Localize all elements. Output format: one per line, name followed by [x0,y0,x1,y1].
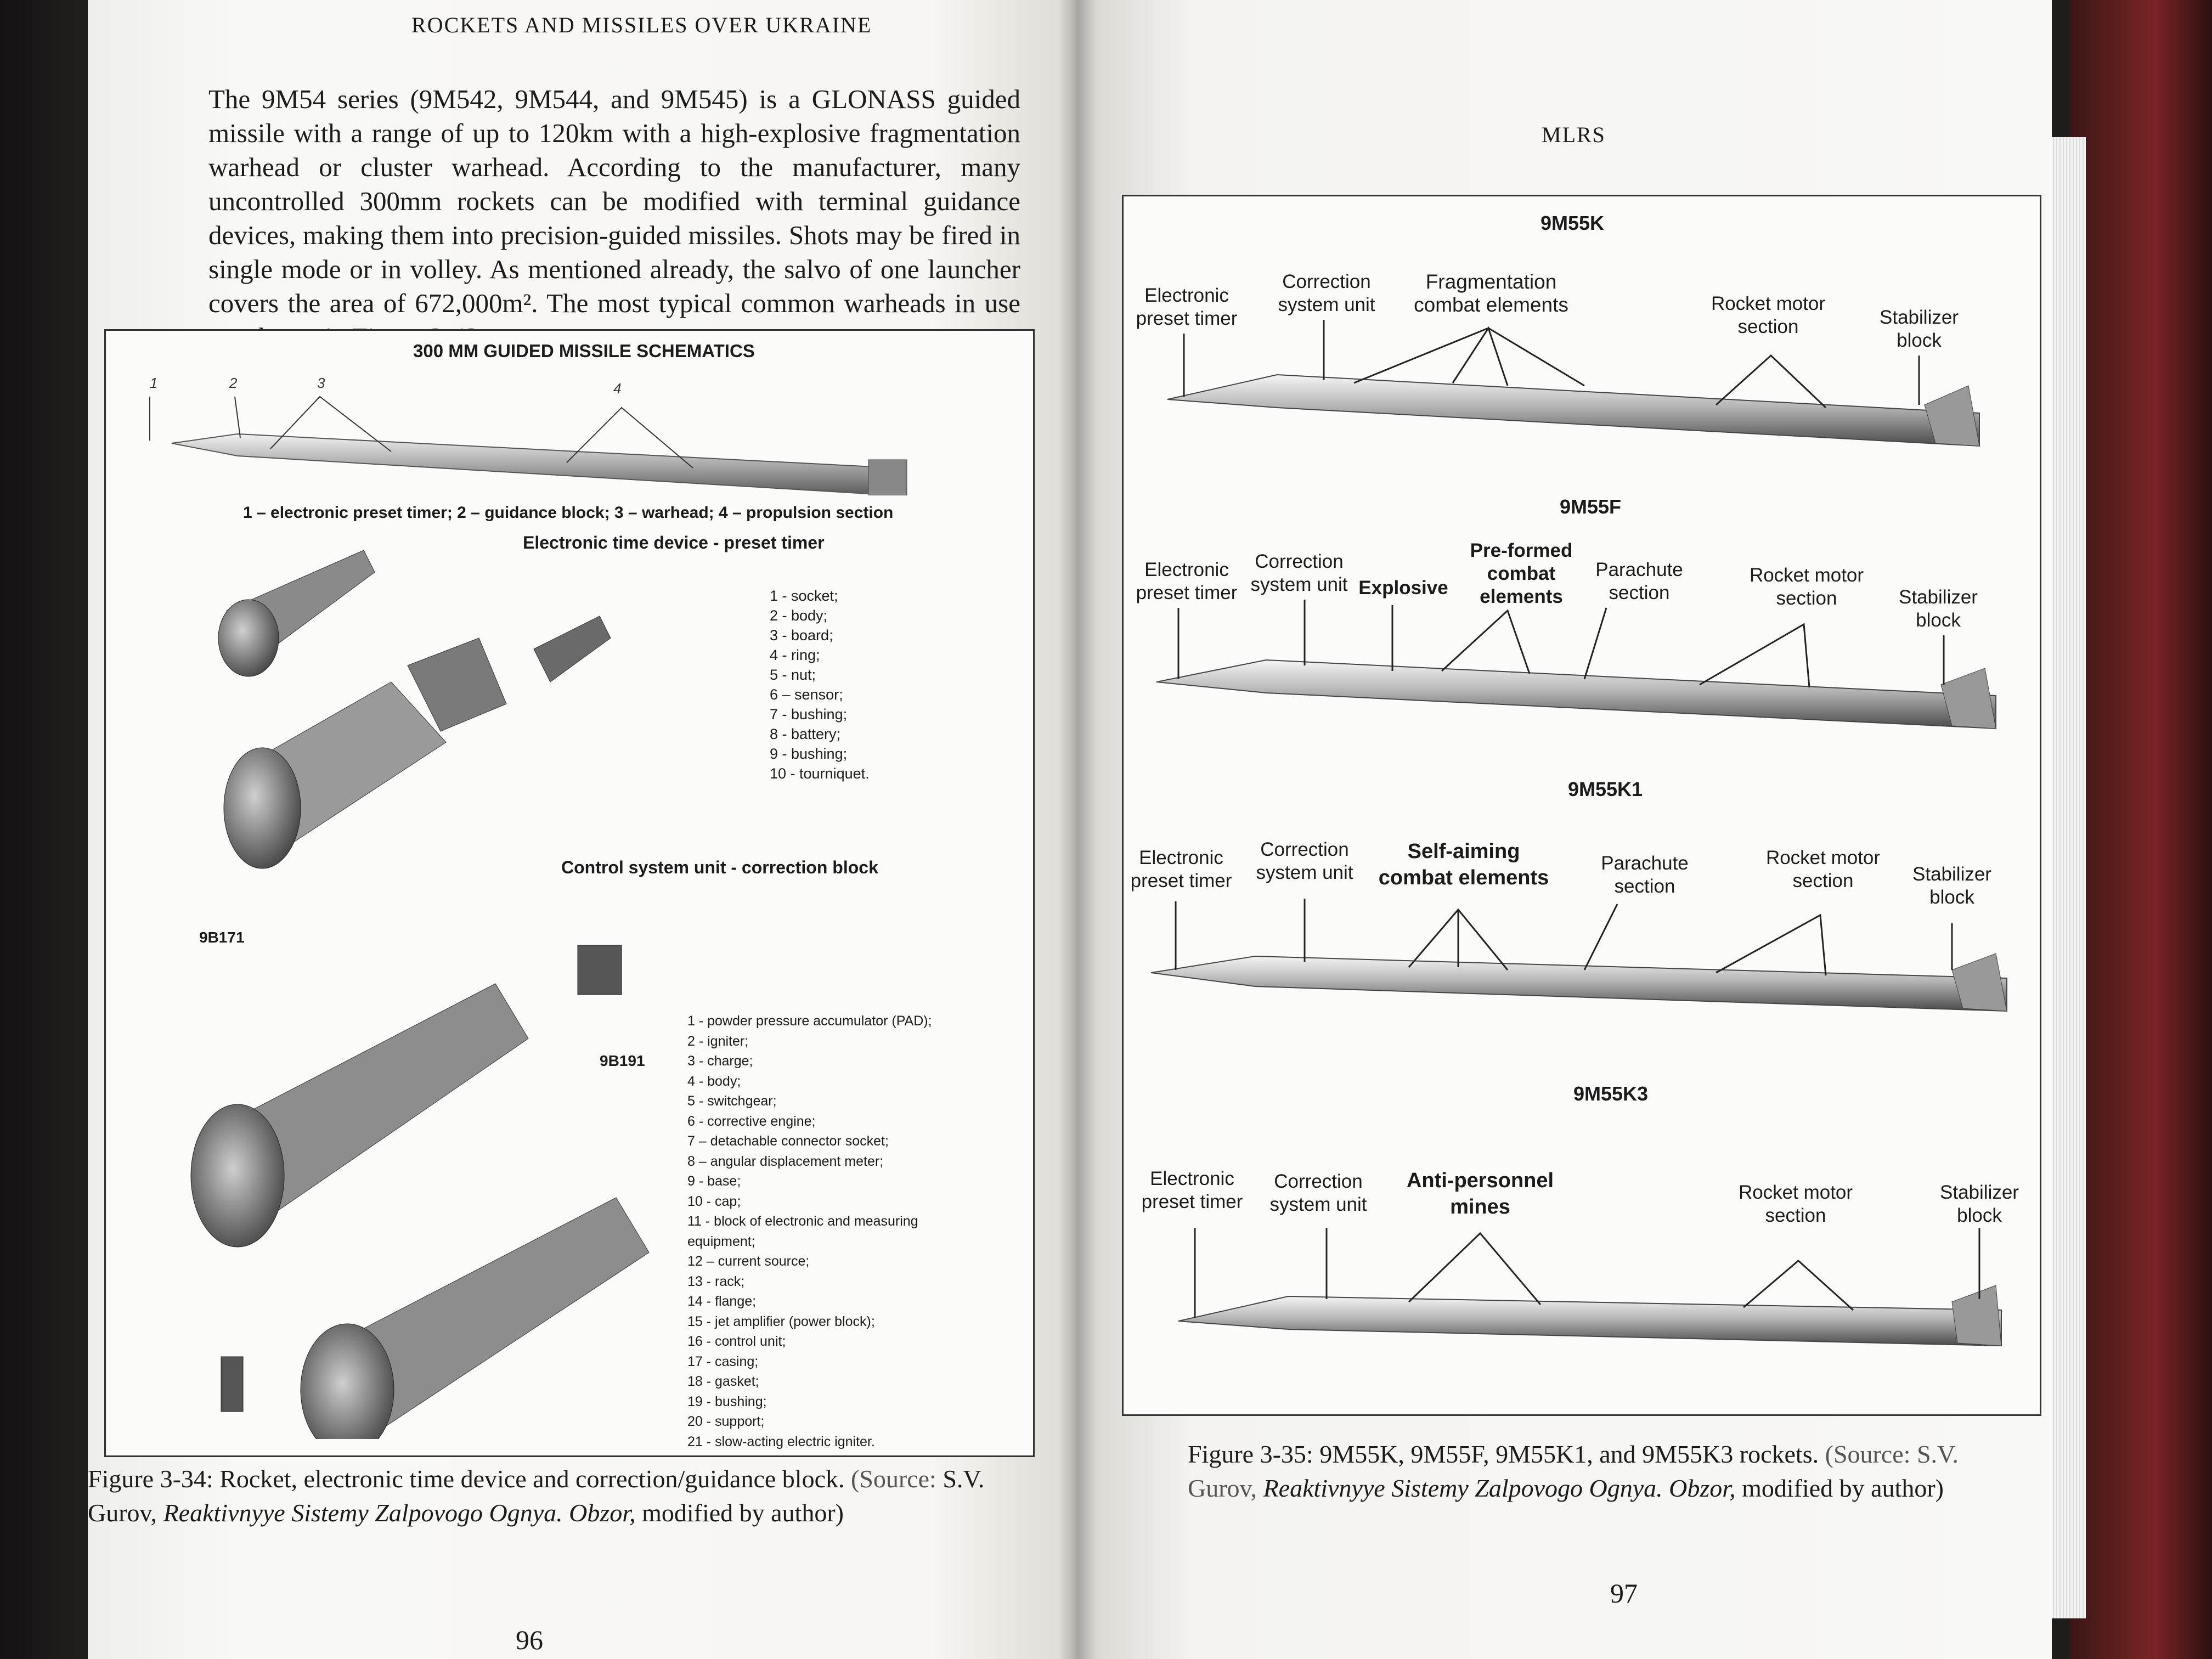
legend-item: 20 - support; [687,1414,765,1429]
legend-item: 3 - board; [770,627,833,644]
label-stabilizer: Stabilizer block [1880,307,1959,351]
label-stabilizer: Stabilizer block [1940,1182,2019,1226]
page-edges [2047,137,2086,1618]
legend-item: 11 - block of electronic and measuring [687,1214,918,1229]
legend-item: 10 - cap; [687,1193,741,1209]
legend-item: 2 - igniter; [687,1033,749,1049]
figure-3-35 [1122,195,2041,1416]
label-preformed-elements: Pre-formed combat elements [1470,540,1573,607]
label-parachute: Parachute section [1601,853,1689,897]
rocket-title-9m55k3: 9M55K3 [1573,1082,1649,1105]
figure-caption-right [1188,1437,2011,1505]
label-rocket-motor: Rocket motor section [1749,565,1864,609]
legend-item: 2 - body; [770,607,828,624]
legend-item: 1 - socket; [770,588,838,604]
caption-source-open: (Source: S.V. Gurov, [1188,1440,1959,1502]
legend-item: 19 - bushing; [687,1393,767,1409]
legend-item: 5 - switchgear; [687,1093,777,1109]
legend-item: 1 - powder pressure accumulator (PAD); [687,1013,932,1029]
legend-item: 14 - flange; [687,1294,757,1309]
caption-source-rest: S.V. Gurov, [88,1465,985,1527]
label-correction-unit: Correction system unit [1256,839,1353,883]
rocket-9m55k3 [1178,1228,2001,1346]
missile-side-view [139,386,995,495]
legend-item: 7 - bushing; [770,706,848,723]
figure-3-34 [104,329,1035,1457]
caption-source-open: (Source: [850,1465,936,1493]
part-number: 2 [229,375,238,391]
legend-item: 10 - tourniquet. [770,765,870,782]
caption-source-tail: modified by author) [642,1499,844,1527]
legend-item: 13 - rack; [687,1273,745,1289]
caption-source-title: Reaktivnyye Sistemy Zalpovogo Ognya. Obzor, [163,1499,636,1527]
label-correction-unit: Correction system unit [1250,551,1348,595]
legend-item: 21 - slow-acting electric igniter. [687,1434,875,1449]
page-number-right: 97 [1610,1578,1638,1609]
figure-title: 300 MM GUIDED MISSILE SCHEMATICS [413,341,755,361]
rocket-9m55k [1167,320,1979,446]
caption-source-tail: modified by author) [1742,1474,1944,1502]
label-rocket-motor: Rocket motor section [1738,1182,1853,1226]
legend-item: 6 – sensor; [770,686,843,703]
page-number-left: 96 [516,1624,543,1655]
legend-item: 8 - battery; [770,726,841,742]
timer-heading: Electronic time device - preset timer [523,533,825,552]
legend-item: 16 - control unit; [687,1334,786,1349]
legend-item: 17 - casing; [687,1353,759,1369]
legend-item: equipment; [687,1233,755,1249]
label-preset-timer: Electronic preset timer [1136,285,1238,329]
parts-caption: 1 – electronic preset timer; 2 – guidance block; 3 – warhead; 4 – propulsion section [243,504,894,522]
legend-item: 12 – current source; [687,1254,810,1269]
model-9b171-label: 9B171 [199,929,245,946]
caption-lead: Figure 3-34: Rocket, electronic time device and correction/guidance block. [88,1465,845,1493]
label-stabilizer: Stabilizer block [1912,864,1991,908]
caption-lead: Figure 3-35: 9M55K, 9M55F, 9M55K1, and 9M55K3 rockets. [1188,1440,1819,1468]
label-correction-unit: Correction system unit [1269,1171,1367,1215]
legend-item: 15 - jet amplifier (power block); [687,1313,875,1329]
rocket-title-9m55k1: 9M55K1 [1568,778,1643,800]
label-preset-timer: Electronic preset timer [1136,559,1238,603]
legend-item: 4 - body; [687,1073,741,1089]
legend-item: 5 - nut; [770,667,816,683]
rocket-9m55k1 [1151,899,2007,1011]
rocket-title-9m55f: 9M55F [1560,495,1622,518]
label-anti-personnel: Anti-personnel mines [1406,1169,1554,1218]
legend-item: 9 - bushing; [770,746,848,762]
label-preset-timer: Electronic preset timer [1141,1168,1243,1212]
timer-legend [770,586,870,783]
label-preset-timer: Electronic preset timer [1130,847,1232,891]
legend-item: 4 - ring; [770,647,820,663]
part-number: 1 [150,375,158,391]
left-page [88,0,1075,1659]
rocket-title-9m55k: 9M55K [1541,212,1605,234]
label-correction-unit: Correction system unit [1278,271,1375,315]
model-9b191-label: 9B191 [600,1052,645,1069]
rocket-9m55f [1156,600,1996,729]
background-right [2069,0,2212,1659]
part-number: 3 [317,375,325,391]
timer-exploded-view [216,539,764,879]
legend-item: 7 – detachable connector socket; [687,1133,889,1149]
label-rocket-motor: Rocket motor section [1711,293,1826,337]
running-head-right: MLRS [1542,122,1606,147]
legend-item: 18 - gasket; [687,1374,759,1389]
label-self-aiming: Self-aiming combat elements [1378,840,1549,889]
legend-item: 8 – angular displacement meter; [687,1153,884,1169]
figure-caption-left [88,1462,1009,1530]
control-heading: Control system unit - correction block [561,857,878,877]
book-gutter [1059,0,1097,1659]
caption-source-title: Reaktivnyye Sistemy Zalpovogo Ognya. Obzor, [1263,1474,1736,1502]
rocket-drawings [1124,196,2040,1414]
label-fragmentation: Fragmentation combat elements [1414,270,1568,316]
control-unit-cutaways [188,912,737,1439]
label-stabilizer: Stabilizer block [1899,586,1978,631]
part-number: 4 [613,380,622,397]
label-rocket-motor: Rocket motor section [1765,847,1881,891]
body-paragraph: The 9M54 series (9M542, 9M544, and 9M545) is a GLONASS guided missile with a range of up to 120km with a high-explosive fragmentation warhead or cluster warhead. According to the manufacturer, many uncontrolled 300mm rockets can be modified with terminal guidance devices, making them into precision-guided missiles. Shots may be fired in single mode or in volley. As mentioned already, the salvo of one launcher covers the area of 672,000m². The most typical common warheads in use [208,84,1020,318]
right-page [1075,0,2052,1659]
label-explosive: Explosive [1358,577,1448,599]
control-legend [687,1011,932,1452]
legend-item: 3 - charge; [687,1053,753,1069]
running-head-left: ROCKETS AND MISSILES OVER UKRAINE [411,13,872,37]
legend-item: 6 - corrective engine; [687,1113,816,1129]
legend-item: 9 - base; [687,1173,741,1189]
label-parachute: Parachute section [1595,559,1683,603]
